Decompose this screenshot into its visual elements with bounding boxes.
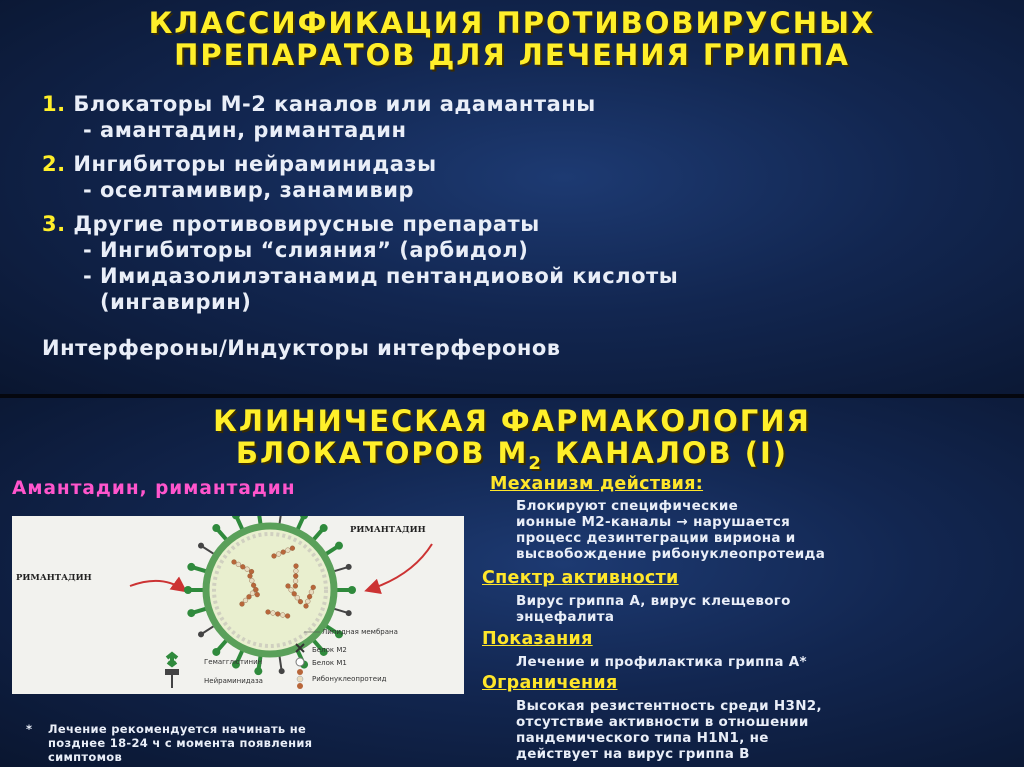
svg-text:Рибонуклеопротеид: Рибонуклеопротеид	[312, 675, 387, 683]
rnp-bead	[271, 611, 276, 616]
spike-head	[346, 564, 352, 570]
rnp-bead	[232, 560, 237, 565]
rnp-bead	[240, 564, 245, 569]
spike-head	[346, 610, 352, 616]
rnp-bead	[250, 591, 255, 596]
section-limitations-line1: Высокая резистентность среди H3N2,	[516, 698, 822, 714]
item-1-number: 1.	[42, 92, 66, 116]
rnp-bead	[254, 587, 259, 592]
footnote-line2: позднее 18-24 ч с момента появления	[48, 736, 313, 750]
rnp-bead	[292, 591, 297, 596]
item-3-sub3: (ингавирин)	[100, 290, 252, 314]
section-mechanism-line4: высвобождение рибонуклеопротеида	[516, 546, 826, 562]
rnp-bead	[293, 569, 298, 574]
rnp-bead	[243, 598, 248, 603]
drug-names: Амантадин, римантадин	[12, 478, 296, 499]
rnp-bead	[236, 562, 241, 567]
rnp-bead	[276, 552, 281, 557]
item-3	[42, 212, 540, 236]
section-limitations-line4: действует на вирус гриппа В	[516, 746, 750, 762]
section-spectrum-line2: энцефалита	[516, 609, 615, 625]
item-1	[42, 92, 596, 116]
spike-head	[335, 542, 343, 550]
hemagglutinin-spike	[193, 609, 206, 613]
svg-text:Гемагглютинин: Гемагглютинин	[204, 658, 263, 666]
hemagglutinin-spike	[326, 547, 338, 555]
rnp-bead	[285, 614, 290, 619]
rnp-bead	[245, 567, 250, 572]
spike-head	[279, 668, 285, 674]
section-spectrum-title: Спектр активности	[482, 568, 679, 588]
item-1-text: Блокаторы М-2 каналов или адамантаны	[73, 92, 596, 116]
rnp-bead	[248, 574, 253, 579]
slide1-title-line1: КЛАССИФИКАЦИЯ ПРОТИВОВИРУСНЫХ	[148, 6, 876, 40]
spike-head	[198, 543, 204, 549]
item-2-sub: - оселтамивир, занамивир	[83, 178, 415, 202]
neuraminidase-spike	[203, 547, 215, 555]
section-limitations-title: Ограничения	[482, 673, 618, 693]
footnote-line1: Лечение рекомендуется начинать не	[48, 722, 307, 736]
slide2-title-line1: КЛИНИЧЕСКАЯ ФАРМАКОЛОГИЯ	[213, 404, 811, 438]
legend-neuraminidase	[165, 669, 263, 688]
virion-diagram	[12, 516, 464, 694]
rnp-bead	[251, 583, 256, 588]
neuraminidase-spike	[279, 655, 281, 669]
label-rimantadine-right: РИМАНТАДИН	[350, 525, 426, 535]
section-indications-line1: Лечение и профилактика гриппа А*	[516, 654, 807, 670]
rnp-bead	[272, 554, 277, 559]
spike-head	[254, 667, 262, 675]
item-1-sub: - амантадин, римантадин	[83, 118, 407, 142]
section-indications-title: Показания	[482, 629, 593, 649]
spike-head	[184, 586, 192, 594]
spike-head	[212, 524, 220, 532]
title-part-a: БЛОКАТОРОВ М	[235, 436, 529, 470]
neuraminidase-spike	[333, 609, 346, 613]
rnp-bead	[307, 594, 312, 599]
hemagglutinin-spike	[313, 530, 322, 541]
rnp-bead	[293, 579, 298, 584]
svg-text:Белок М1: Белок М1	[312, 659, 347, 667]
svg-text:Белок М2: Белок М2	[312, 646, 347, 654]
spike-head	[212, 648, 220, 656]
slide1-footer: Интерфероны/Индукторы интерферонов	[42, 336, 561, 360]
title-subscript: 2	[528, 453, 543, 474]
section-mechanism-line3: процесс дезинтеграции вириона и	[516, 530, 796, 546]
rnp-bead	[295, 595, 300, 600]
rnp-bead	[298, 599, 303, 604]
spike-head	[348, 586, 356, 594]
arrow-right-icon	[368, 544, 432, 590]
hemagglutinin-spike	[297, 517, 303, 530]
legend-m2	[296, 644, 347, 654]
rnp-bead	[255, 592, 260, 597]
legend-rnp	[297, 669, 387, 689]
rnp-bead	[309, 590, 314, 595]
rnp-bead	[281, 550, 286, 555]
svg-text:Нейраминидаза: Нейраминидаза	[204, 677, 263, 685]
rnp-bead	[293, 574, 298, 579]
spike-head	[187, 563, 195, 571]
rnp-bead	[305, 599, 310, 604]
rnp-bead	[280, 613, 285, 618]
label-rimantadine-left: РИМАНТАДИН	[16, 573, 92, 583]
rnp-bead	[286, 584, 291, 589]
rnp-bead	[266, 610, 271, 615]
label-membrane: Липидная мембрана	[322, 628, 398, 636]
neuraminidase-spike	[203, 626, 215, 634]
rnp-bead	[294, 564, 299, 569]
item-2-text: Ингибиторы нейраминидазы	[73, 152, 437, 176]
spike-head	[198, 631, 204, 637]
rnp-bead	[289, 588, 294, 593]
item-2-number: 2.	[42, 152, 66, 176]
rnp-bead	[293, 584, 298, 589]
title-part-b: КАНАЛОВ (I)	[542, 436, 789, 470]
hemagglutinin-spike	[218, 530, 227, 541]
section-mechanism-line1: Блокируют специфические	[516, 498, 739, 514]
rnp-bead	[285, 548, 290, 553]
neuraminidase-spike	[333, 567, 346, 571]
lipid-membrane	[206, 526, 334, 654]
hemagglutinin-spike	[237, 517, 243, 530]
section-limitations-line3: пандемического типа H1N1, не	[516, 730, 769, 746]
section-mechanism-title: Механизм действия:	[490, 474, 704, 494]
spike-head	[187, 609, 195, 617]
slide1-title-line2: ПРЕПАРАТОВ ДЛЯ ЛЕЧЕНИЯ ГРИППА	[174, 38, 850, 72]
item-3-sub1: - Ингибиторы “слияния” (арбидол)	[83, 238, 529, 262]
section-limitations-line2: отсутствие активности в отношении	[516, 714, 809, 730]
spike-head	[320, 524, 328, 532]
slide-m2-blockers	[0, 398, 1024, 767]
item-3-number: 3.	[42, 212, 66, 236]
legend-hemagglutinin	[167, 654, 262, 666]
item-3-sub2: - Имидазолилэтанамид пентандиовой кислоты	[83, 264, 679, 288]
rnp-bead	[304, 604, 309, 609]
rnp-bead	[240, 602, 245, 607]
section-mechanism-line2: ионные М2-каналы → нарушается	[516, 514, 791, 530]
arrow-left-icon	[130, 581, 184, 590]
rnp-bead	[290, 546, 295, 551]
item-2	[42, 152, 437, 176]
rnp-bead	[247, 594, 252, 599]
section-spectrum-line1: Вирус гриппа А, вирус клещевого	[516, 593, 791, 609]
rnp-bead	[311, 585, 316, 590]
rnp-bead	[275, 612, 280, 617]
virion-svg	[12, 516, 464, 694]
hemagglutinin-spike	[218, 640, 227, 651]
rnp-bead	[249, 578, 254, 583]
footnote-star: *	[26, 722, 33, 736]
footnote-line3: симптомов	[48, 750, 123, 764]
hemagglutinin-spike	[193, 567, 206, 571]
rnp-bead	[249, 569, 254, 574]
item-3-text: Другие противовирусные препараты	[73, 212, 540, 236]
